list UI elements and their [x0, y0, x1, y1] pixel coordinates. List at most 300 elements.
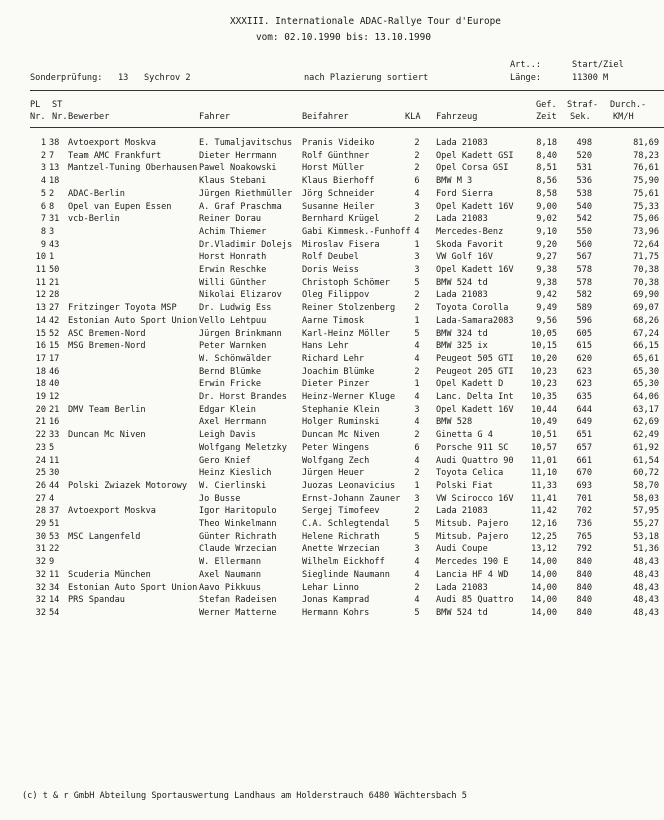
vehicle-cell: Lanc. Delta Int — [436, 392, 514, 402]
driver-cell: Peter Warnken — [199, 341, 267, 352]
placement-cell: 5 — [40, 188, 46, 199]
table-row — [0, 520, 664, 532]
start-number-cell: 43 — [49, 239, 60, 250]
placement-cell: 10 — [35, 252, 46, 263]
start-number-cell: 21 — [49, 404, 60, 415]
entrant-cell: DMV Team Berlin — [68, 404, 146, 415]
placement-cell: 7 — [40, 214, 46, 225]
penalty-seconds-cell: 605 — [576, 328, 592, 339]
penalty-seconds-cell: 578 — [576, 265, 592, 275]
penalty-seconds-cell: 657 — [576, 442, 592, 453]
codriver-cell: Hans Lehr — [302, 341, 349, 352]
average-speed-cell: 58,03 — [633, 493, 659, 504]
driver-cell: Jürgen Riethmüller — [199, 188, 293, 199]
vehicle-cell: Lada 21083 — [436, 290, 488, 301]
columns-rule — [30, 127, 664, 128]
table-row — [0, 596, 664, 608]
time-cell: 14,00 — [531, 607, 557, 618]
placement-cell: 32 — [35, 569, 46, 580]
class-cell: 1 — [414, 379, 420, 390]
start-number-cell: 54 — [49, 607, 60, 618]
codriver-cell: Wilhelm Eickhoff — [302, 557, 385, 568]
driver-cell: Jürgen Brinkmann — [199, 328, 282, 339]
penalty-seconds-cell: 520 — [576, 150, 592, 161]
average-speed-cell: 69,07 — [633, 303, 659, 314]
driver-cell: Aavo Pikkuus — [199, 582, 262, 593]
class-cell: 5 — [414, 531, 420, 542]
entrant-cell: Fritzinger Toyota MSP — [68, 303, 177, 314]
penalty-seconds-cell: 701 — [576, 493, 592, 504]
entrant-cell: ASC Bremen-Nord — [68, 328, 146, 339]
placement-cell: 13 — [35, 303, 46, 314]
table-row — [0, 558, 664, 570]
driver-cell: Axel Naumann — [199, 569, 262, 580]
time-cell: 11,10 — [531, 468, 557, 479]
table-row — [0, 279, 664, 291]
penalty-seconds-cell: 536 — [576, 176, 592, 187]
placement-cell: 15 — [35, 328, 46, 339]
driver-cell: Edgar Klein — [199, 404, 256, 415]
entrant-cell: PRS Spandau — [68, 595, 125, 606]
driver-cell: Claude Wrzecian — [199, 544, 277, 555]
placement-cell: 31 — [35, 544, 46, 555]
average-speed-cell: 64,06 — [633, 392, 659, 402]
document-title: XXXIII. Internationale ADAC-Rallye Tour d'Europe — [230, 16, 501, 27]
time-cell: 10,20 — [531, 353, 557, 364]
average-speed-cell: 65,30 — [633, 379, 659, 390]
penalty-seconds-cell: 623 — [576, 366, 592, 377]
footer-text: (c) t & r GmbH Abteilung Sportauswertung Landhaus am Holderstrauch 6480 Wächtersbach 5 — [22, 791, 467, 801]
table-row — [0, 190, 664, 202]
time-cell: 9,42 — [536, 290, 557, 301]
entrant-cell: Team AMC Frankfurt — [68, 150, 162, 161]
average-speed-cell: 48,43 — [633, 607, 659, 618]
average-speed-cell: 65,61 — [633, 353, 659, 364]
time-cell: 11,41 — [531, 493, 557, 504]
vehicle-cell: BMW 528 — [436, 417, 473, 428]
driver-cell: Werner Matterne — [199, 607, 277, 618]
class-cell: 4 — [414, 569, 420, 580]
start-number-cell: 16 — [49, 417, 60, 428]
class-cell: 3 — [414, 404, 420, 415]
start-number-cell: 14 — [49, 595, 60, 606]
average-speed-cell: 48,43 — [633, 595, 659, 606]
codriver-cell: Susanne Heiler — [302, 201, 375, 212]
average-speed-cell: 63,17 — [633, 404, 659, 415]
driver-cell: E. Tumaljavitschus — [199, 138, 293, 148]
class-cell: 3 — [414, 252, 420, 263]
start-number-cell: 27 — [49, 303, 60, 314]
entrant-cell: Mantzel-Tuning Oberhausen — [68, 163, 198, 174]
entrant-cell: MSC Langenfeld — [68, 531, 141, 542]
driver-cell: Igor Haritopulo — [199, 506, 277, 517]
time-cell: 9,27 — [536, 252, 557, 263]
vehicle-cell: VW Golf 16V — [436, 252, 493, 263]
vehicle-cell: Audi 85 Quattro — [436, 595, 514, 606]
time-cell: 11,33 — [531, 480, 557, 491]
table-row — [0, 241, 664, 253]
driver-cell: Heinz Kieslich — [199, 468, 272, 479]
codriver-cell: Horst Müller — [302, 163, 365, 174]
driver-cell: Stefan Radeisen — [199, 595, 277, 606]
table-row — [0, 380, 664, 392]
start-number-cell: 31 — [49, 214, 60, 225]
start-number-cell: 21 — [49, 277, 60, 288]
average-speed-cell: 71,75 — [633, 252, 659, 263]
placement-cell: 1 — [40, 138, 46, 148]
vehicle-cell: Mitsub. Pajero — [436, 531, 509, 542]
start-number-cell: 2 — [49, 188, 55, 199]
start-ziel-label: Start/Ziel — [572, 60, 624, 70]
driver-cell: Willi Günther — [199, 277, 267, 288]
class-cell: 1 — [414, 239, 420, 250]
entrant-cell: MSG Bremen-Nord — [68, 341, 146, 352]
start-number-cell: 8 — [49, 201, 55, 212]
table-row — [0, 342, 664, 354]
sonderpruefung-label: Sonderprüfung: — [30, 73, 103, 83]
start-number-cell: 11 — [49, 455, 60, 466]
codriver-cell: Hermann Kohrs — [302, 607, 370, 618]
sonderpruefung-number: 13 — [118, 73, 129, 83]
codriver-cell: Klaus Bierhoff — [302, 176, 375, 187]
penalty-seconds-cell: 550 — [576, 226, 592, 237]
placement-cell: 16 — [35, 341, 46, 352]
vehicle-cell: Opel Kadett 16V — [436, 201, 514, 212]
average-speed-cell: 75,61 — [633, 188, 659, 199]
codriver-cell: Bernhard Krügel — [302, 214, 380, 225]
penalty-seconds-cell: 840 — [576, 595, 592, 606]
table-row — [0, 253, 664, 265]
average-speed-cell: 76,61 — [633, 163, 659, 174]
average-speed-cell: 70,38 — [633, 265, 659, 275]
placement-cell: 12 — [35, 290, 46, 301]
entrant-cell: Duncan Mc Niven — [68, 430, 146, 441]
start-number-cell: 22 — [49, 544, 60, 555]
average-speed-cell: 48,43 — [633, 582, 659, 593]
vehicle-cell: Polski Fiat — [436, 480, 493, 491]
start-number-cell: 30 — [49, 468, 60, 479]
placement-cell: 18 — [35, 379, 46, 390]
driver-cell: Axel Herrmann — [199, 417, 267, 428]
col-pl: PL — [30, 100, 41, 110]
codriver-cell: Holger Ruminski — [302, 417, 380, 428]
start-number-cell: 13 — [49, 163, 60, 174]
class-cell: 2 — [414, 138, 420, 148]
penalty-seconds-cell: 582 — [576, 290, 592, 301]
average-speed-cell: 73,96 — [633, 226, 659, 237]
class-cell: 3 — [414, 493, 420, 504]
class-cell: 1 — [414, 315, 420, 326]
col-st: ST — [52, 100, 63, 110]
driver-cell: Jo Busse — [199, 493, 241, 504]
class-cell: 1 — [414, 480, 420, 491]
average-speed-cell: 61,54 — [633, 455, 659, 466]
class-cell: 4 — [414, 557, 420, 568]
average-speed-cell: 60,72 — [633, 468, 659, 479]
penalty-seconds-cell: 498 — [576, 138, 592, 148]
codriver-cell: Sieglinde Naumann — [302, 569, 390, 580]
start-number-cell: 4 — [49, 493, 55, 504]
class-cell: 4 — [414, 341, 420, 352]
table-row — [0, 368, 664, 380]
start-number-cell: 53 — [49, 531, 60, 542]
table-row — [0, 393, 664, 405]
codriver-cell: Pranis Videiko — [302, 138, 375, 148]
col-zeit-top: Gef. — [536, 100, 557, 110]
table-row — [0, 266, 664, 278]
class-cell: 6 — [414, 442, 420, 453]
col-bewerber: Bewerber — [68, 112, 110, 122]
vehicle-cell: Ginetta G 4 — [436, 430, 493, 441]
time-cell: 8,56 — [536, 176, 557, 187]
placement-cell: 11 — [35, 265, 46, 275]
table-row — [0, 228, 664, 240]
driver-cell: Dieter Herrmann — [199, 150, 277, 161]
col-kla: KLA — [405, 112, 421, 122]
time-cell: 8,40 — [536, 150, 557, 161]
table-row — [0, 431, 664, 443]
class-cell: 5 — [414, 607, 420, 618]
time-cell: 10,23 — [531, 379, 557, 390]
table-row — [0, 457, 664, 469]
vehicle-cell: Lada 21083 — [436, 214, 488, 225]
class-cell: 2 — [414, 150, 420, 161]
time-cell: 10,35 — [531, 392, 557, 402]
entrant-cell: Polski Zwiazek Motorowy — [68, 480, 187, 491]
penalty-seconds-cell: 702 — [576, 506, 592, 517]
vehicle-cell: Toyota Celica — [436, 468, 504, 479]
entrant-cell: Scuderia München — [68, 569, 151, 580]
penalty-seconds-cell: 635 — [576, 392, 592, 402]
codriver-cell: C.A. Schlegtendal — [302, 519, 390, 529]
placement-cell: 25 — [35, 468, 46, 479]
vehicle-cell: BMW M 3 — [436, 176, 473, 187]
vehicle-cell: Skoda Favorit — [436, 239, 504, 250]
codriver-cell: Dieter Pinzer — [302, 379, 370, 390]
codriver-cell: Juozas Leonavicius — [302, 480, 396, 491]
col-kmh-top: Durch.- — [610, 100, 647, 110]
time-cell: 10,23 — [531, 366, 557, 377]
start-number-cell: 9 — [49, 557, 55, 568]
codriver-cell: Joachim Blümke — [302, 366, 375, 377]
driver-cell: Dr. Ludwig Ess — [199, 303, 272, 314]
art-label: Art..: — [510, 60, 542, 70]
driver-cell: W. Ellermann — [199, 557, 262, 568]
placement-cell: 18 — [35, 366, 46, 377]
start-number-cell: 51 — [49, 519, 60, 529]
codriver-cell: Rolf Deubel — [302, 252, 359, 263]
vehicle-cell: Mitsub. Pajero — [436, 519, 509, 529]
col-beifahrer: Beifahrer — [302, 112, 349, 122]
table-row — [0, 317, 664, 329]
placement-cell: 20 — [35, 404, 46, 415]
start-number-cell: 37 — [49, 506, 60, 517]
codriver-cell: Ernst-Johann Zauner — [302, 493, 401, 504]
placement-cell: 14 — [35, 315, 46, 326]
penalty-seconds-cell: 596 — [576, 315, 592, 326]
placement-cell: 4 — [40, 176, 46, 187]
placement-cell: 32 — [35, 582, 46, 593]
vehicle-cell: Ford Sierra — [436, 188, 493, 199]
class-cell: 4 — [414, 595, 420, 606]
average-speed-cell: 72,64 — [633, 239, 659, 250]
col-st-nr: Nr. — [52, 112, 68, 122]
penalty-seconds-cell: 538 — [576, 188, 592, 199]
average-speed-cell: 65,30 — [633, 366, 659, 377]
time-cell: 14,00 — [531, 569, 557, 580]
table-row — [0, 203, 664, 215]
average-speed-cell: 61,92 — [633, 442, 659, 453]
penalty-seconds-cell: 615 — [576, 341, 592, 352]
penalty-seconds-cell: 567 — [576, 252, 592, 263]
header-rule — [30, 90, 664, 91]
table-row — [0, 177, 664, 189]
driver-cell: Dr.Vladimir Dolejs — [199, 239, 293, 250]
vehicle-cell: BMW 325 ix — [436, 341, 488, 352]
penalty-seconds-cell: 649 — [576, 417, 592, 428]
codriver-cell: Jonas Kamprad — [302, 595, 370, 606]
penalty-seconds-cell: 840 — [576, 582, 592, 593]
codriver-cell: Duncan Mc Niven — [302, 430, 380, 441]
time-cell: 10,05 — [531, 328, 557, 339]
start-number-cell: 52 — [49, 328, 60, 339]
codriver-cell: Doris Weiss — [302, 265, 359, 275]
codriver-cell: Jürgen Heuer — [302, 468, 365, 479]
time-cell: 9,38 — [536, 265, 557, 275]
start-number-cell: 46 — [49, 366, 60, 377]
placement-cell: 22 — [35, 430, 46, 441]
vehicle-cell: Opel Kadett GSI — [436, 150, 514, 161]
vehicle-cell: Lada 21083 — [436, 138, 488, 148]
vehicle-cell: Opel Kadett 16V — [436, 265, 514, 275]
codriver-cell: Heinz-Werner Kluge — [302, 392, 396, 402]
time-cell: 12,25 — [531, 531, 557, 542]
time-cell: 8,58 — [536, 188, 557, 199]
class-cell: 4 — [414, 455, 420, 466]
col-fahrer: Fahrer — [199, 112, 231, 122]
table-row — [0, 584, 664, 596]
class-cell: 2 — [414, 214, 420, 225]
penalty-seconds-cell: 661 — [576, 455, 592, 466]
vehicle-cell: Lada 21083 — [436, 582, 488, 593]
start-number-cell: 3 — [49, 226, 55, 237]
average-speed-cell: 57,95 — [633, 506, 659, 517]
driver-cell: W. Cierlinski — [199, 480, 267, 491]
penalty-seconds-cell: 670 — [576, 468, 592, 479]
vehicle-cell: Audi Quattro 90 — [436, 455, 514, 466]
placement-cell: 3 — [40, 163, 46, 174]
average-speed-cell: 81,69 — [633, 138, 659, 148]
codriver-cell: Stephanie Klein — [302, 404, 380, 415]
codriver-cell: Sergej Timofeev — [302, 506, 380, 517]
start-number-cell: 7 — [49, 150, 55, 161]
time-cell: 14,00 — [531, 582, 557, 593]
codriver-cell: Karl-Heinz Möller — [302, 328, 390, 339]
table-row — [0, 609, 664, 621]
time-cell: 10,49 — [531, 417, 557, 428]
driver-cell: Bernd Blümke — [199, 366, 262, 377]
vehicle-cell: Opel Kadett D — [436, 379, 504, 390]
codriver-cell: Rolf Günthner — [302, 150, 370, 161]
driver-cell: Gero Knief — [199, 455, 251, 466]
class-cell: 4 — [414, 392, 420, 402]
average-speed-cell: 55,27 — [633, 519, 659, 529]
placement-cell: 26 — [35, 480, 46, 491]
table-row — [0, 482, 664, 494]
start-number-cell: 18 — [49, 176, 60, 187]
driver-cell: Vello Lehtpuu — [199, 315, 267, 326]
placement-cell: 30 — [35, 531, 46, 542]
vehicle-cell: BMW 524 td — [436, 607, 488, 618]
average-speed-cell: 75,33 — [633, 201, 659, 212]
entrant-cell: Avtoexport Moskva — [68, 138, 156, 148]
placement-cell: 28 — [35, 506, 46, 517]
col-kmh: KM/H — [613, 112, 634, 122]
entrant-cell: Opel van Eupen Essen — [68, 201, 172, 212]
time-cell: 9,56 — [536, 315, 557, 326]
start-number-cell: 11 — [49, 569, 60, 580]
penalty-seconds-cell: 840 — [576, 607, 592, 618]
start-number-cell: 1 — [49, 252, 55, 263]
entrant-cell: Avtoexport Moskva — [68, 506, 156, 517]
codriver-cell: Aarne Timosk — [302, 315, 365, 326]
driver-cell: Dr. Horst Brandes — [199, 392, 287, 402]
time-cell: 9,00 — [536, 201, 557, 212]
table-row — [0, 469, 664, 481]
codriver-cell: Anette Wrzecian — [302, 544, 380, 555]
table-row — [0, 215, 664, 227]
table-row — [0, 152, 664, 164]
placement-cell: 6 — [40, 201, 46, 212]
vehicle-cell: Mercedes 190 E — [436, 557, 509, 568]
average-speed-cell: 66,15 — [633, 341, 659, 352]
penalty-seconds-cell: 531 — [576, 163, 592, 174]
start-number-cell: 40 — [49, 379, 60, 390]
average-speed-cell: 58,70 — [633, 480, 659, 491]
driver-cell: Günter Richrath — [199, 531, 277, 542]
driver-cell: W. Schönwälder — [199, 353, 272, 364]
class-cell: 4 — [414, 417, 420, 428]
start-number-cell: 33 — [49, 430, 60, 441]
placement-cell: 9 — [40, 239, 46, 250]
vehicle-cell: Audi Coupe — [436, 544, 488, 555]
table-row — [0, 444, 664, 456]
time-cell: 9,10 — [536, 226, 557, 237]
average-speed-cell: 75,90 — [633, 176, 659, 187]
penalty-seconds-cell: 589 — [576, 303, 592, 314]
table-row — [0, 495, 664, 507]
col-zeit: Zeit — [536, 112, 557, 122]
driver-cell: A. Graf Praschma — [199, 201, 282, 212]
time-cell: 8,18 — [536, 138, 557, 148]
class-cell: 5 — [414, 277, 420, 288]
start-number-cell: 50 — [49, 265, 60, 275]
placement-cell: 32 — [35, 595, 46, 606]
driver-cell: Erwin Reschke — [199, 265, 267, 275]
entrant-cell: Estonian Auto Sport Union — [68, 582, 198, 593]
class-cell: 3 — [414, 544, 420, 555]
vehicle-cell: VW Scirocco 16V — [436, 493, 514, 504]
average-speed-cell: 75,06 — [633, 214, 659, 225]
codriver-cell: Peter Wingens — [302, 442, 370, 453]
class-cell: 2 — [414, 582, 420, 593]
penalty-seconds-cell: 620 — [576, 353, 592, 364]
time-cell: 13,12 — [531, 544, 557, 555]
average-speed-cell: 70,38 — [633, 277, 659, 288]
driver-cell: Erwin Fricke — [199, 379, 262, 390]
time-cell: 10,57 — [531, 442, 557, 453]
placement-cell: 32 — [35, 607, 46, 618]
